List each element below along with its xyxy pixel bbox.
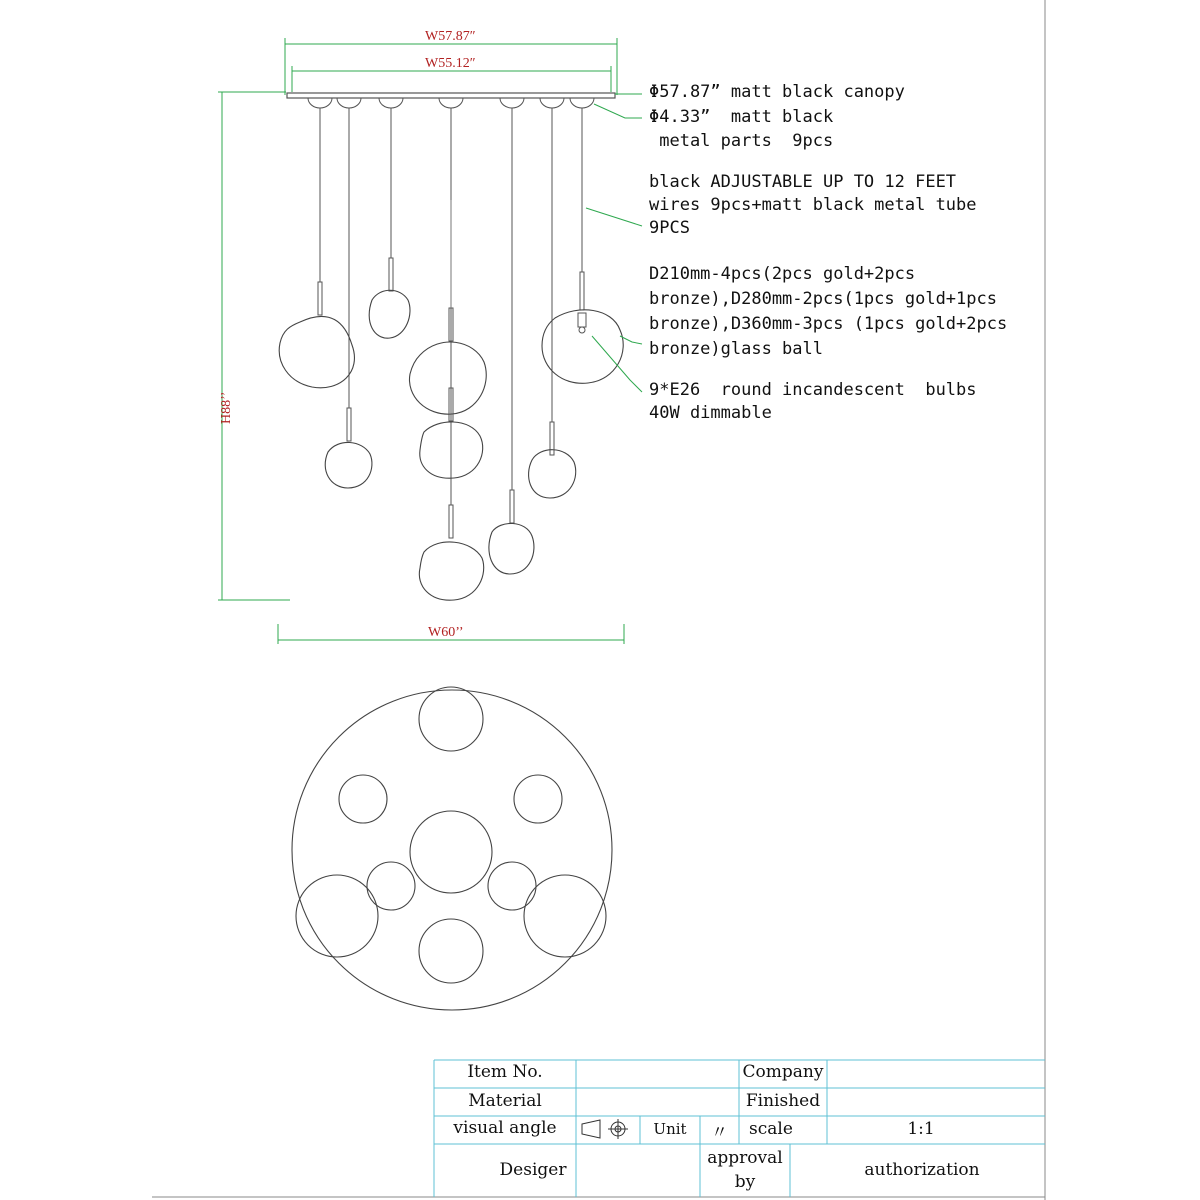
metal-tube (510, 490, 514, 523)
note-glass-line1: D210mm-4pcs(2pcs gold+2pcs (649, 264, 916, 284)
scale-label: scale (749, 1119, 793, 1139)
plan-ball-inner-left (367, 862, 415, 910)
metal-cap (308, 98, 332, 108)
note-glass-line4: bronze)glass ball (649, 339, 823, 359)
glass-ball-small-right (529, 450, 576, 498)
note-wires-line2: wires 9pcs+matt black metal tube (649, 195, 977, 215)
canopy (287, 93, 615, 98)
metal-tube (389, 258, 393, 291)
plan-ball-outer-left (296, 875, 378, 957)
bulb-leader (592, 336, 642, 392)
designer-label: Desiger (499, 1160, 567, 1180)
metal-tube (347, 408, 351, 441)
metal-tube (318, 282, 322, 315)
metal-cap (379, 98, 403, 108)
plan-canopy-circle (292, 690, 612, 1010)
unit-value: 〃 (711, 1123, 728, 1143)
note-bulbs-line2: 40W dimmable (649, 403, 772, 423)
glass-ball-small-right-low (489, 523, 534, 574)
dimension-height-label: H88’’ (219, 391, 234, 424)
plan-view (292, 687, 612, 1010)
projection-symbol-icon (582, 1119, 628, 1139)
glass-ball-large-left (279, 316, 354, 387)
plan-ball-center (410, 811, 492, 893)
plan-ball-inner-right (488, 862, 536, 910)
wire-leader (586, 208, 642, 226)
plan-ball-upper-left (339, 775, 387, 823)
note-wires-line3: 9PCS (649, 218, 690, 238)
note-glass-line2: bronze),D280mm-2pcs(1pcs gold+1pcs (649, 289, 997, 309)
metal-cap (439, 98, 463, 108)
bulb-socket (578, 313, 586, 333)
plan-ball-top (419, 687, 483, 751)
glass-ball-small-upper (369, 290, 410, 338)
metal-tube (449, 505, 453, 538)
note-bulbs-line1: 9*E26 round incandescent bulbs (649, 380, 977, 400)
dimension-canopy-outer-label: W57.87″ (425, 29, 476, 44)
note-glass-line3: bronze),D360mm-3pcs (1pcs gold+2pcs (649, 314, 1008, 334)
note-metal-parts-line1: Φ4.33” matt black (649, 107, 834, 127)
glass-ball-medium-bottom (419, 542, 483, 600)
visual-angle-label: visual angle (453, 1118, 557, 1138)
glass-ball-large-right (542, 310, 623, 383)
note-wires-line1: black ADJUSTABLE UP TO 12 FEET (649, 172, 957, 192)
note-metal-parts-line2: metal parts 9pcs (649, 131, 834, 151)
metal-cap-group (308, 98, 594, 108)
metal-cap (500, 98, 524, 108)
item-no-label: Item No. (467, 1062, 543, 1082)
dimension-width-label: W60’’ (428, 625, 464, 640)
material-label: Material (468, 1091, 542, 1111)
metal-cap (540, 98, 564, 108)
metal-cap (337, 98, 361, 108)
metal-cap-leader (594, 104, 642, 118)
metal-tube (580, 272, 584, 310)
plan-ball-upper-right (514, 775, 562, 823)
glass-ball-small-left (325, 442, 372, 488)
metal-cap (570, 98, 594, 108)
scale-value: 1:1 (907, 1119, 935, 1139)
unit-label: Unit (653, 1120, 687, 1138)
company-label: Company (742, 1062, 824, 1082)
approval-label-line1: approval (707, 1148, 783, 1168)
authorization-label: authorization (864, 1160, 980, 1180)
plan-ball-bottom (419, 919, 483, 983)
glass-ball-large-center (409, 342, 486, 414)
finished-label: Finished (745, 1091, 821, 1111)
approval-label-line2: by (734, 1172, 756, 1192)
note-canopy: Φ57.87” matt black canopy (649, 82, 905, 102)
plan-ball-outer-right (524, 875, 606, 957)
dimension-canopy-inner-label: W55.12″ (425, 56, 476, 71)
